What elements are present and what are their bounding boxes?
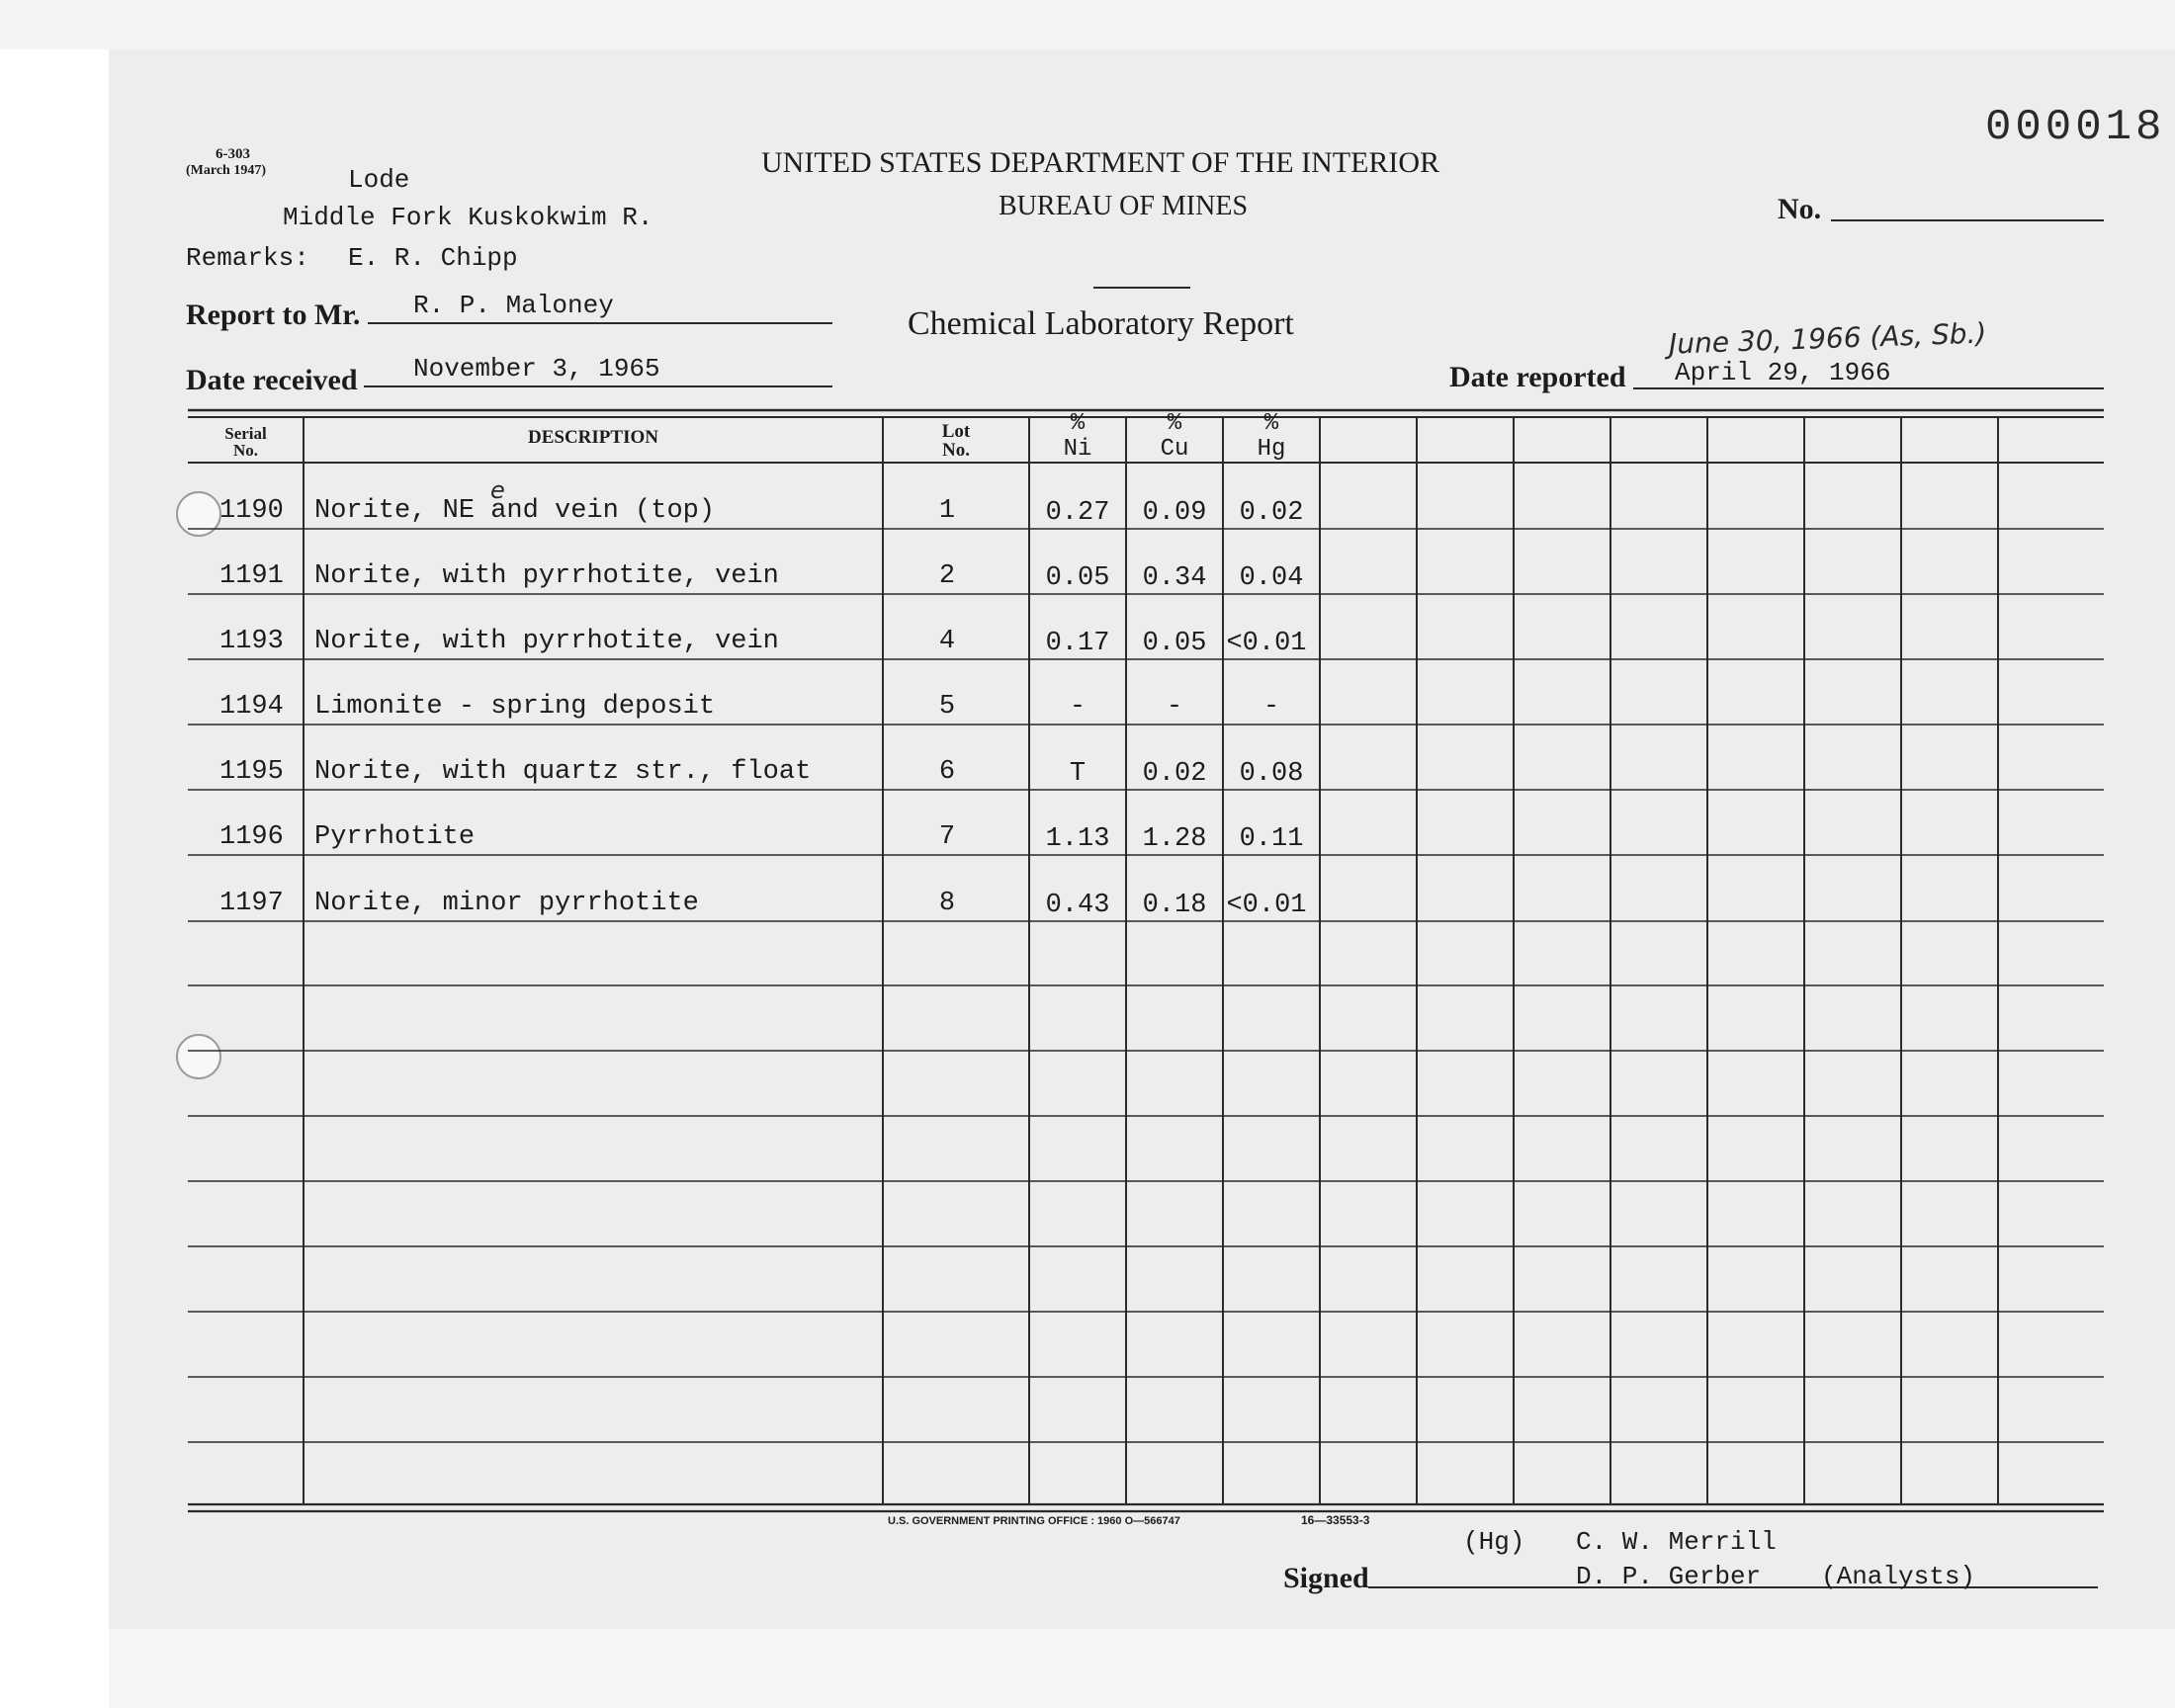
header-lot: Lot No. <box>941 421 971 461</box>
row-5-ni: T <box>1069 759 1087 789</box>
bureau-name: BUREAU OF MINES <box>999 191 1249 221</box>
row-3-ni: 0.17 <box>1045 629 1110 658</box>
header-cu: % Cu <box>1160 410 1189 463</box>
form-code: 6-303 <box>216 146 250 162</box>
row-4-lot: 5 <box>938 692 956 722</box>
row-2-serial: 1191 <box>219 561 284 591</box>
date-reported-label: Date reported <box>1449 361 1626 393</box>
row-6-serial: 1196 <box>219 822 284 852</box>
row-2-cu: 0.34 <box>1142 563 1207 593</box>
row-7-lot: 8 <box>938 889 956 918</box>
row-3-serial: 1193 <box>219 627 284 656</box>
report-to-label: Report to Mr. <box>186 299 361 331</box>
remarks-value: E. R. Chipp <box>348 243 518 273</box>
signed-label: Signed <box>1283 1562 1369 1594</box>
row-4-ni: - <box>1069 692 1087 722</box>
header-ni: % Ni <box>1063 410 1092 463</box>
row-7-hg: <0.01 <box>1226 891 1307 920</box>
row-5-lot: 6 <box>938 757 956 787</box>
row-6-description: Pyrrhotite <box>314 822 476 852</box>
row-6-cu: 1.28 <box>1142 824 1207 854</box>
row-6-ni: 1.13 <box>1045 824 1110 854</box>
analyst-1: C. W. Merrill <box>1576 1527 1777 1557</box>
row-3-hg: <0.01 <box>1226 629 1307 658</box>
header-hg: % Hg <box>1257 410 1286 463</box>
row-4-cu: - <box>1166 692 1183 722</box>
printing-office-line: U.S. GOVERNMENT PRINTING OFFICE : 1960 O—566747 <box>888 1515 1180 1527</box>
row-3-lot: 4 <box>938 627 956 656</box>
remarks-line-1: Lode <box>348 165 410 195</box>
report-to-value: R. P. Maloney <box>413 291 614 320</box>
header-serial: Serial No. <box>224 424 267 460</box>
row-5-serial: 1195 <box>219 757 284 787</box>
report-title: Chemical Laboratory Report <box>908 305 1294 342</box>
row-6-lot: 7 <box>938 822 956 852</box>
date-received-value: November 3, 1965 <box>413 354 660 384</box>
row-1-description: Norite, NE and vein (top) <box>314 496 716 526</box>
row-1-serial: 1190 <box>219 496 284 526</box>
row-3-cu: 0.05 <box>1142 629 1207 658</box>
document-number: 000018 <box>1985 103 2166 152</box>
row-7-cu: 0.18 <box>1142 891 1207 920</box>
row-4-serial: 1194 <box>219 692 284 722</box>
handwritten-insertion: e <box>490 476 505 504</box>
date-received-label: Date received <box>186 364 358 396</box>
row-1-hg: 0.02 <box>1239 498 1304 528</box>
row-1-lot: 1 <box>938 496 956 526</box>
row-1-cu: 0.09 <box>1142 498 1207 528</box>
row-7-ni: 0.43 <box>1045 891 1110 920</box>
row-5-hg: 0.08 <box>1239 759 1304 789</box>
header-description: DESCRIPTION <box>528 427 658 448</box>
row-2-description: Norite, with pyrrhotite, vein <box>314 561 779 591</box>
row-2-lot: 2 <box>938 561 956 591</box>
remarks-label: Remarks: <box>186 243 309 273</box>
row-4-hg: - <box>1262 692 1280 722</box>
analysts-note: (Analysts) <box>1821 1562 1976 1591</box>
agency-name: UNITED STATES DEPARTMENT OF THE INTERIOR <box>761 146 1440 179</box>
remarks-line-2: Middle Fork Kuskokwim R. <box>283 203 653 232</box>
row-7-description: Norite, minor pyrrhotite <box>314 889 699 918</box>
row-4-description: Limonite - spring deposit <box>314 692 716 722</box>
row-7-serial: 1197 <box>219 889 284 918</box>
hg-note: (Hg) <box>1463 1527 1525 1557</box>
row-1-ni: 0.27 <box>1045 498 1110 528</box>
row-3-description: Norite, with pyrrhotite, vein <box>314 627 779 656</box>
row-5-description: Norite, with quartz str., float <box>314 757 812 787</box>
row-2-ni: 0.05 <box>1045 563 1110 593</box>
date-reported-value: April 29, 1966 <box>1675 358 1891 387</box>
form-stock-number: 16—33553-3 <box>1301 1513 1370 1527</box>
date-reported-handwritten: June 30, 1966 (As, Sb.) <box>1668 316 1987 361</box>
row-2-hg: 0.04 <box>1239 563 1304 593</box>
row-6-hg: 0.11 <box>1239 824 1304 854</box>
number-label: No. <box>1778 193 1822 225</box>
analyst-2: D. P. Gerber <box>1576 1562 1762 1591</box>
form-edition: (March 1947) <box>186 163 266 178</box>
row-5-cu: 0.02 <box>1142 759 1207 789</box>
